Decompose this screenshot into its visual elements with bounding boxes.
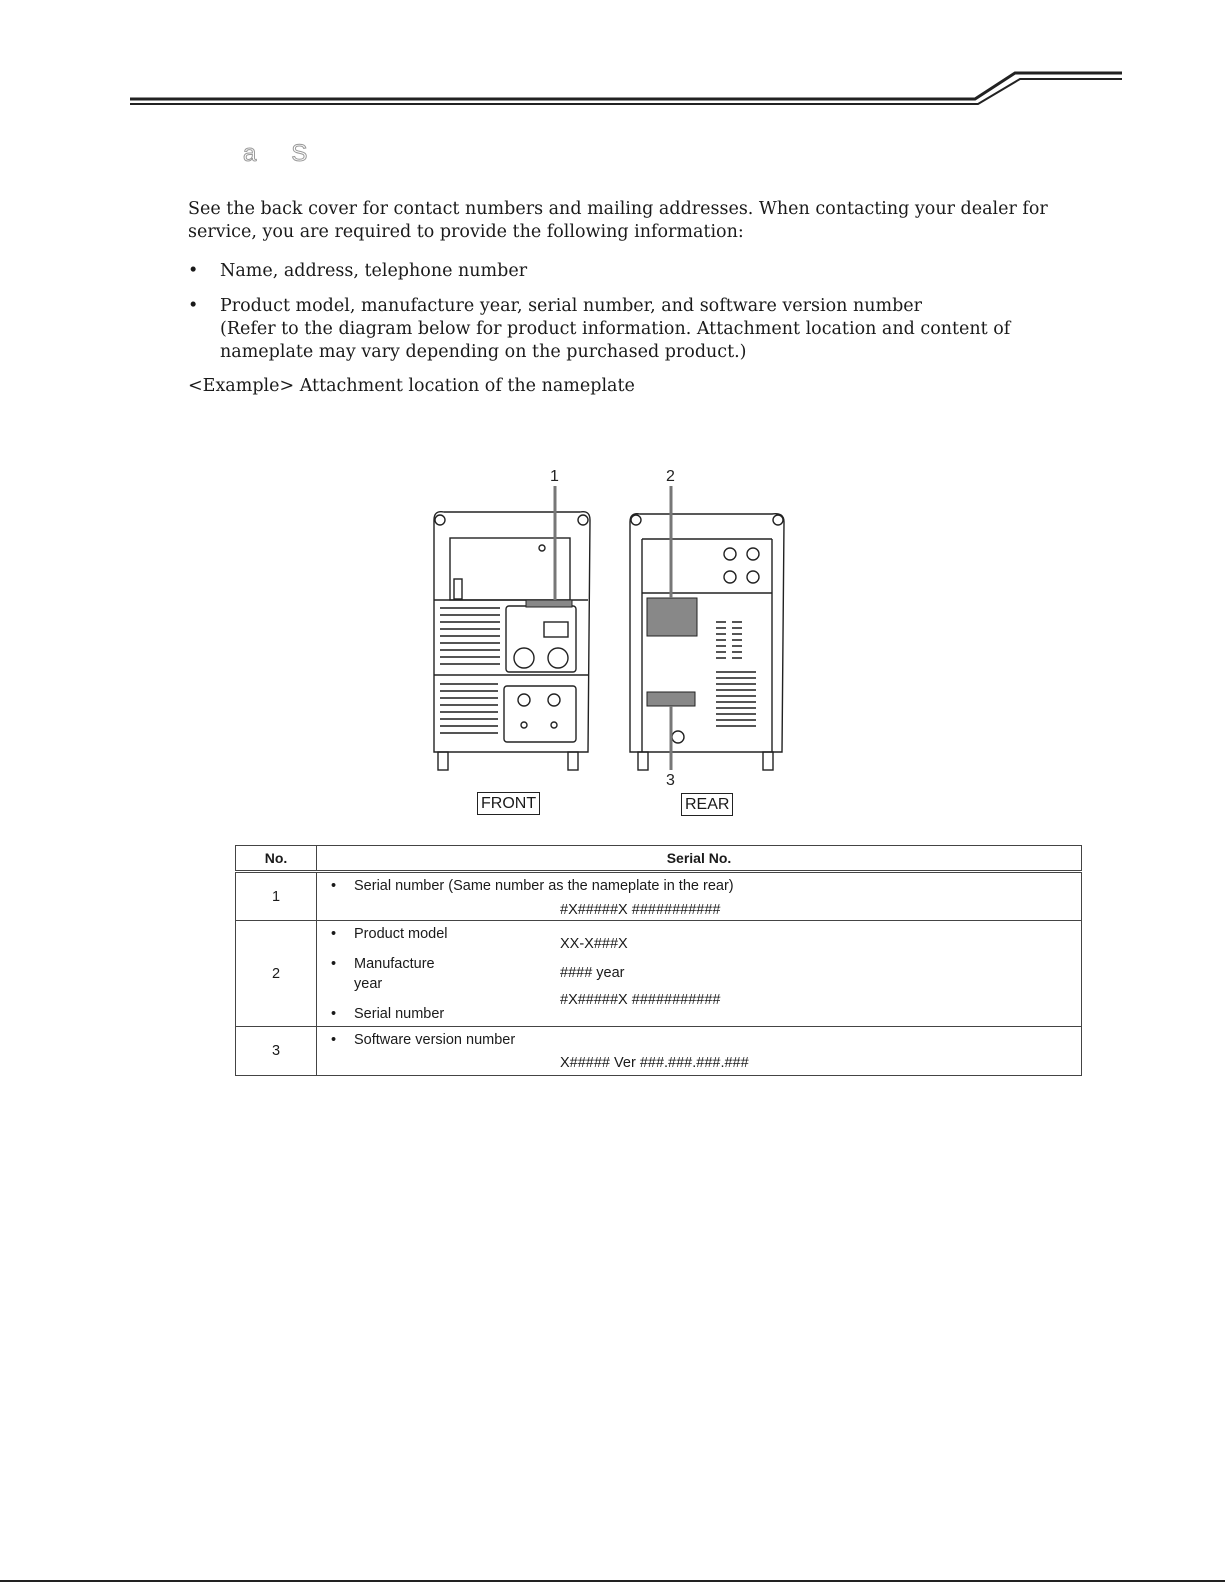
nameplate-3-marker [647,692,695,706]
table-header-no: No. [236,846,317,872]
table-row [236,872,1082,921]
item-label: Serial number (Same number as the nameplate in the rear) [354,878,734,894]
bullet-symbol: • [331,1032,337,1048]
item-label: Serial number [354,1006,445,1022]
table-row [236,921,1082,1027]
item-label: Software version number [354,1032,516,1048]
callout-3: 3 [666,772,675,789]
bullet-symbol: • [331,1006,337,1022]
bullet-text: Name, address, telephone number [220,261,528,281]
bullet-symbol: • [331,956,337,972]
front-view-label: FRONT [477,792,540,815]
intro-paragraph: See the back cover for contact numbers and mailing addresses. When contacting your dealer for service, you are required to provide the following information: [188,199,1048,242]
example-caption: <Example> Attachment location of the nameplate [188,376,635,396]
table-header-serial: Serial No. [317,846,1082,872]
item-label: Product model [354,926,448,942]
row-number: 3 [236,1027,317,1076]
item-value: #X#####X ########### [560,992,721,1008]
section-title-letter-s: S [291,140,309,167]
serial-number-table [235,845,1082,1076]
row-number: 1 [236,872,317,921]
item-value: #X#####X ########### [560,902,721,918]
item-value: #### year [560,965,625,981]
callout-2: 2 [666,468,675,485]
bullet-symbol: • [331,926,337,942]
footer-rule [0,1580,1225,1582]
table-row [236,1027,1082,1076]
row-number: 2 [236,921,317,1027]
item-value: XX-X###X [560,936,628,952]
nameplate-2-marker [647,598,697,636]
bullet-symbol: • [331,878,337,894]
item-label: Manufacture year [354,956,435,992]
item-value: X##### Ver ###.###.###.### [560,1055,749,1071]
header-rule [0,0,1225,120]
bullet-symbol: • [188,261,199,281]
nameplate-location-figure [420,460,800,830]
welder-diagram [420,460,800,830]
nameplate-1-marker [526,600,572,607]
bullet-symbol: • [188,296,199,316]
callout-1: 1 [550,468,559,485]
rear-view-label: REAR [681,793,733,816]
bullet-text: Product model, manufacture year, serial number, and software version number [220,296,923,316]
bullet-note: (Refer to the diagram below for product information. Attachment location and content of nameplate may vary depending on the purchased product.) [220,319,1011,362]
section-title [243,140,308,168]
section-title-letter-a: a [243,140,258,167]
